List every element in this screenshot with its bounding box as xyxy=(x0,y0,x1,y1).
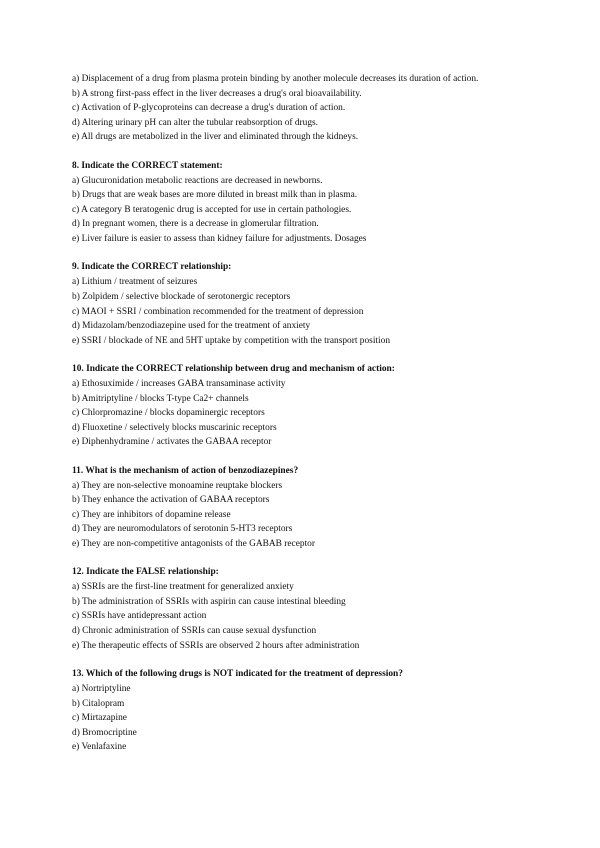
option-c: c) They are inhibitors of dopamine release xyxy=(72,509,231,520)
option-e: e) Diphenhydramine / activates the GABAA receptor xyxy=(72,437,272,448)
option-c: c) Activation of P-glycoproteins can decrease a drug's duration of action. xyxy=(72,103,346,114)
option-d: d) Fluoxetine / selectively blocks muscarinic receptors xyxy=(72,422,277,433)
question-11-title: 11. What is the mechanism of action of benzodiazepines? xyxy=(72,465,299,476)
option-d: d) Chronic administration of SSRIs can cause sexual dysfunction xyxy=(72,626,317,637)
option-a: a) Glucuronidation metabolic reactions are decreased in newborns. xyxy=(72,175,323,186)
question-9-title: 9. Indicate the CORRECT relationship: xyxy=(72,262,232,273)
option-c: c) A category B teratogenic drug is accepted for use in certain pathologies. xyxy=(72,204,352,215)
option-a: a) They are non-selective monoamine reuptake blockers xyxy=(72,480,283,491)
option-b: b) The administration of SSRIs with aspirin can cause intestinal bleeding xyxy=(72,596,346,607)
option-c: c) MAOI + SSRI / combination recommended for the treatment of depression xyxy=(72,306,364,317)
question-13-title: 13. Which of the following drugs is NOT indicated for the treatment of depression? xyxy=(72,668,403,679)
question-11 xyxy=(72,464,530,552)
question-10-title: 10. Indicate the CORRECT relationship between drug and mechanism of action: xyxy=(72,363,395,374)
option-d: d) Altering urinary pH can alter the tubular reabsorption of drugs. xyxy=(72,117,319,128)
option-d: d) Midazolam/benzodiazepine used for the treatment of anxiety xyxy=(72,321,311,332)
option-c: c) Mirtazapine xyxy=(72,713,127,724)
option-d: d) In pregnant women, there is a decrease in glomerular filtration. xyxy=(72,219,319,230)
option-a: a) Ethosuximide / increases GABA transaminase activity xyxy=(72,378,286,389)
question-8-title: 8. Indicate the CORRECT statement: xyxy=(72,160,223,171)
option-e: e) They are non-competitive antagonists of the GABAB receptor xyxy=(72,539,315,549)
option-c: c) Chlorpromazine / blocks dopaminergic receptors xyxy=(72,408,265,419)
option-d: d) Bromocriptine xyxy=(72,727,137,738)
option-a: a) SSRIs are the first-line treatment for generalized anxiety xyxy=(72,582,294,593)
page-content xyxy=(72,72,530,769)
option-c: c) SSRIs have antidepressant action xyxy=(72,611,207,622)
option-d: d) They are neuromodulators of serotonin 5-HT3 receptors xyxy=(72,524,293,535)
question-12-title: 12. Indicate the FALSE relationship: xyxy=(72,567,219,578)
question-10 xyxy=(72,362,530,450)
option-a: a) Lithium / treatment of seizures xyxy=(72,277,198,288)
option-b: b) Amitriptyline / blocks T-type Ca2+ channels xyxy=(72,393,249,404)
question-7-continuation xyxy=(72,72,530,145)
question-9 xyxy=(72,260,530,348)
option-b: b) Drugs that are weak bases are more diluted in breast milk than in plasma. xyxy=(72,190,358,201)
option-e: e) Liver failure is easier to assess than kidney failure for adjustments. Dosages xyxy=(72,234,367,245)
option-a: a) Nortriptyline xyxy=(72,683,131,694)
question-8 xyxy=(72,159,530,247)
option-e: e) The therapeutic effects of SSRIs are observed 2 hours after administration xyxy=(72,640,360,651)
question-12 xyxy=(72,565,530,653)
option-b: b) They enhance the activation of GABAA receptors xyxy=(72,495,270,506)
option-e: e) Venlafaxine xyxy=(72,742,127,753)
option-b: b) Citalopram xyxy=(72,698,125,709)
option-e: e) All drugs are metabolized in the liver and eliminated through the kidneys. xyxy=(72,132,359,143)
option-b: b) A strong first-pass effect in the liver decreases a drug's oral bioavailability. xyxy=(72,88,362,99)
option-b: b) Zolpidem / selective blockade of serotonergic receptors xyxy=(72,291,291,302)
question-13 xyxy=(72,667,530,755)
option-a: a) Displacement of a drug from plasma protein binding by another molecule decreases its duration of action. xyxy=(72,74,479,84)
option-e: e) SSRI / blockade of NE and 5HT uptake by competition with the transport position xyxy=(72,335,391,346)
